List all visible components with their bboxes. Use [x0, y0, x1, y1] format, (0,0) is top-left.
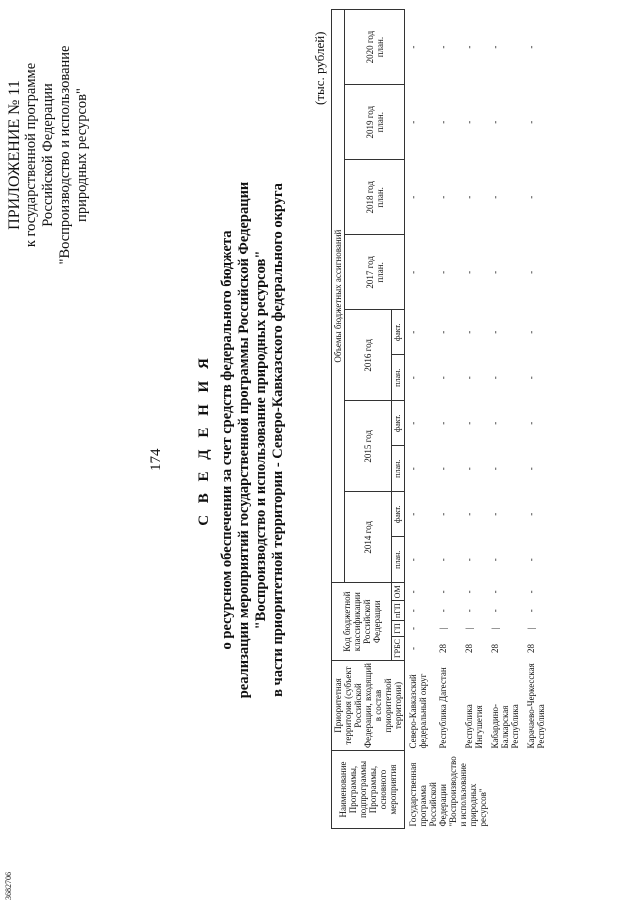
title-line: "Воспроизводство и использование природных ресурсов" — [253, 250, 269, 630]
value-cell: - — [437, 45, 448, 49]
code-cell: - — [437, 590, 448, 594]
document-title — [196, 160, 287, 720]
value-cell: - — [408, 330, 418, 334]
code-cell: | — [525, 627, 536, 630]
value-cell: - — [408, 195, 418, 199]
code-cell: 28 — [525, 644, 536, 654]
header-code-sub: пГП — [392, 601, 405, 621]
code-cell: - — [525, 590, 536, 594]
appendix-line: "Воспроизводство и использование — [57, 45, 73, 265]
value-cell: - — [489, 330, 500, 334]
value-cell: - — [408, 376, 418, 380]
value-cell: - — [437, 376, 448, 380]
title-line: о ресурсном обеспечении за счет средств федерального бюджета — [219, 230, 235, 650]
code-cell: - — [525, 609, 536, 613]
value-cell: - — [525, 45, 536, 49]
code-cell: - — [408, 590, 418, 594]
value-cell: - — [489, 467, 500, 471]
header-territory: Приоритетная территория (субъект Российской Федерации, входящий в состав приоритетной территории) — [332, 661, 405, 751]
table-body — [405, 10, 549, 829]
code-cell: | — [489, 627, 500, 630]
code-cell: | — [463, 627, 474, 630]
header-code-sub: ОМ — [392, 583, 405, 601]
header-code: Код бюджетной классификации Российской Федерации — [332, 583, 392, 661]
value-cell: - — [525, 467, 536, 471]
header-year: 2014 год — [345, 492, 392, 583]
value-cell: - — [489, 421, 500, 425]
value-cell: - — [489, 120, 500, 124]
header-year: 2018 год план. — [345, 160, 405, 235]
value-cell: - — [408, 120, 418, 124]
value-cell: - — [525, 330, 536, 334]
header-year: 2015 год — [345, 401, 392, 492]
header-year: 2020 год план. — [345, 10, 405, 85]
table-row — [523, 10, 549, 829]
title-line: в части приоритетной территории - Северо-Кавказского федерального округа — [270, 183, 286, 697]
value-cell: - — [437, 330, 448, 334]
code-cell: - — [437, 609, 448, 613]
header-plan: план. — [392, 446, 405, 492]
code-cell: - — [408, 647, 418, 651]
value-cell: - — [437, 421, 448, 425]
value-cell: - — [437, 195, 448, 199]
value-cell: - — [437, 512, 448, 516]
table-row — [435, 10, 461, 829]
territory-cell: Карачаево-Черкесская Республика — [525, 663, 546, 749]
territory-cell: Кабардино-Балкарская Республика — [489, 703, 520, 749]
header-code-sub: ГП — [392, 621, 405, 637]
value-cell: - — [525, 270, 536, 274]
table-row — [487, 10, 523, 829]
header-fact: факт. — [392, 310, 405, 355]
value-cell: - — [408, 558, 418, 562]
code-cell: - — [463, 609, 474, 613]
value-cell: - — [463, 120, 474, 124]
value-cell: - — [489, 195, 500, 199]
value-cell: - — [525, 558, 536, 562]
territory-cell: Республика Ингушетия — [463, 704, 484, 749]
appendix-line: ПРИЛОЖЕНИЕ № 11 — [6, 80, 23, 230]
appendix-line: Российской Федерации — [40, 83, 56, 227]
value-cell: - — [525, 421, 536, 425]
header-year: 2017 год план. — [345, 235, 405, 310]
value-cell: - — [463, 330, 474, 334]
code-cell: 28 — [437, 644, 448, 654]
value-cell: - — [489, 270, 500, 274]
value-cell: - — [408, 45, 418, 49]
header-fact: факт. — [392, 401, 405, 446]
code-cell: | — [437, 627, 448, 630]
value-cell: - — [437, 270, 448, 274]
value-cell: - — [525, 195, 536, 199]
value-cell: - — [463, 512, 474, 516]
value-cell: - — [463, 195, 474, 199]
territory-cell: Северо-Кавказский федеральный округ — [408, 673, 428, 749]
value-cell: - — [463, 45, 474, 49]
footer-code: 3682706 — [4, 872, 13, 900]
value-cell: - — [525, 512, 536, 516]
value-cell: - — [437, 467, 448, 471]
value-cell: - — [463, 376, 474, 380]
value-cell: - — [408, 421, 418, 425]
budget-table — [331, 9, 549, 829]
header-code-sub: ГРБС — [392, 637, 405, 661]
value-cell: - — [489, 558, 500, 562]
header-plan: план. — [392, 537, 405, 583]
value-cell: - — [408, 270, 418, 274]
value-cell: - — [463, 270, 474, 274]
code-cell: - — [489, 590, 500, 594]
code-cell: - — [489, 609, 500, 613]
code-cell: - — [463, 590, 474, 594]
program-name-cell: Государственная программа Российской Федерации "Воспроизводство и использование природных ресурсов" — [408, 756, 488, 827]
page-number: 174 — [148, 448, 164, 471]
value-cell: - — [437, 558, 448, 562]
appendix-line: природных ресурсов" — [74, 88, 90, 222]
code-cell: - — [408, 627, 418, 631]
code-cell: 28 — [489, 644, 500, 654]
appendix-header — [6, 5, 91, 305]
title-heading: С В Е Д Е Н И Я — [196, 354, 212, 526]
header-fact: факт. — [392, 492, 405, 537]
code-cell: - — [408, 609, 418, 613]
value-cell: - — [525, 120, 536, 124]
value-cell: - — [408, 467, 418, 471]
units-label: (тыс. рублей) — [312, 31, 327, 105]
header-year: 2019 год план. — [345, 85, 405, 160]
value-cell: - — [525, 376, 536, 380]
value-cell: - — [463, 558, 474, 562]
table-row — [405, 10, 435, 829]
header-year: 2016 год — [345, 310, 392, 401]
header-volumes: Объемы бюджетных ассигнований — [332, 10, 345, 583]
value-cell: - — [489, 376, 500, 380]
title-line: реализации мероприятий государственной программы Российской Федерации — [236, 181, 252, 699]
table-row — [461, 10, 487, 829]
value-cell: - — [489, 45, 500, 49]
value-cell: - — [489, 512, 500, 516]
territory-cell: Республика Дагестан — [437, 667, 448, 749]
header-name: Наименование Программы, подпрограммы Программы, основного мероприятия — [332, 751, 405, 829]
value-cell: - — [463, 421, 474, 425]
code-cell: 28 — [463, 644, 474, 654]
value-cell: - — [463, 467, 474, 471]
value-cell: - — [408, 512, 418, 516]
header-plan: план. — [392, 355, 405, 401]
value-cell: - — [437, 120, 448, 124]
appendix-line: к государственной программе — [23, 62, 39, 248]
